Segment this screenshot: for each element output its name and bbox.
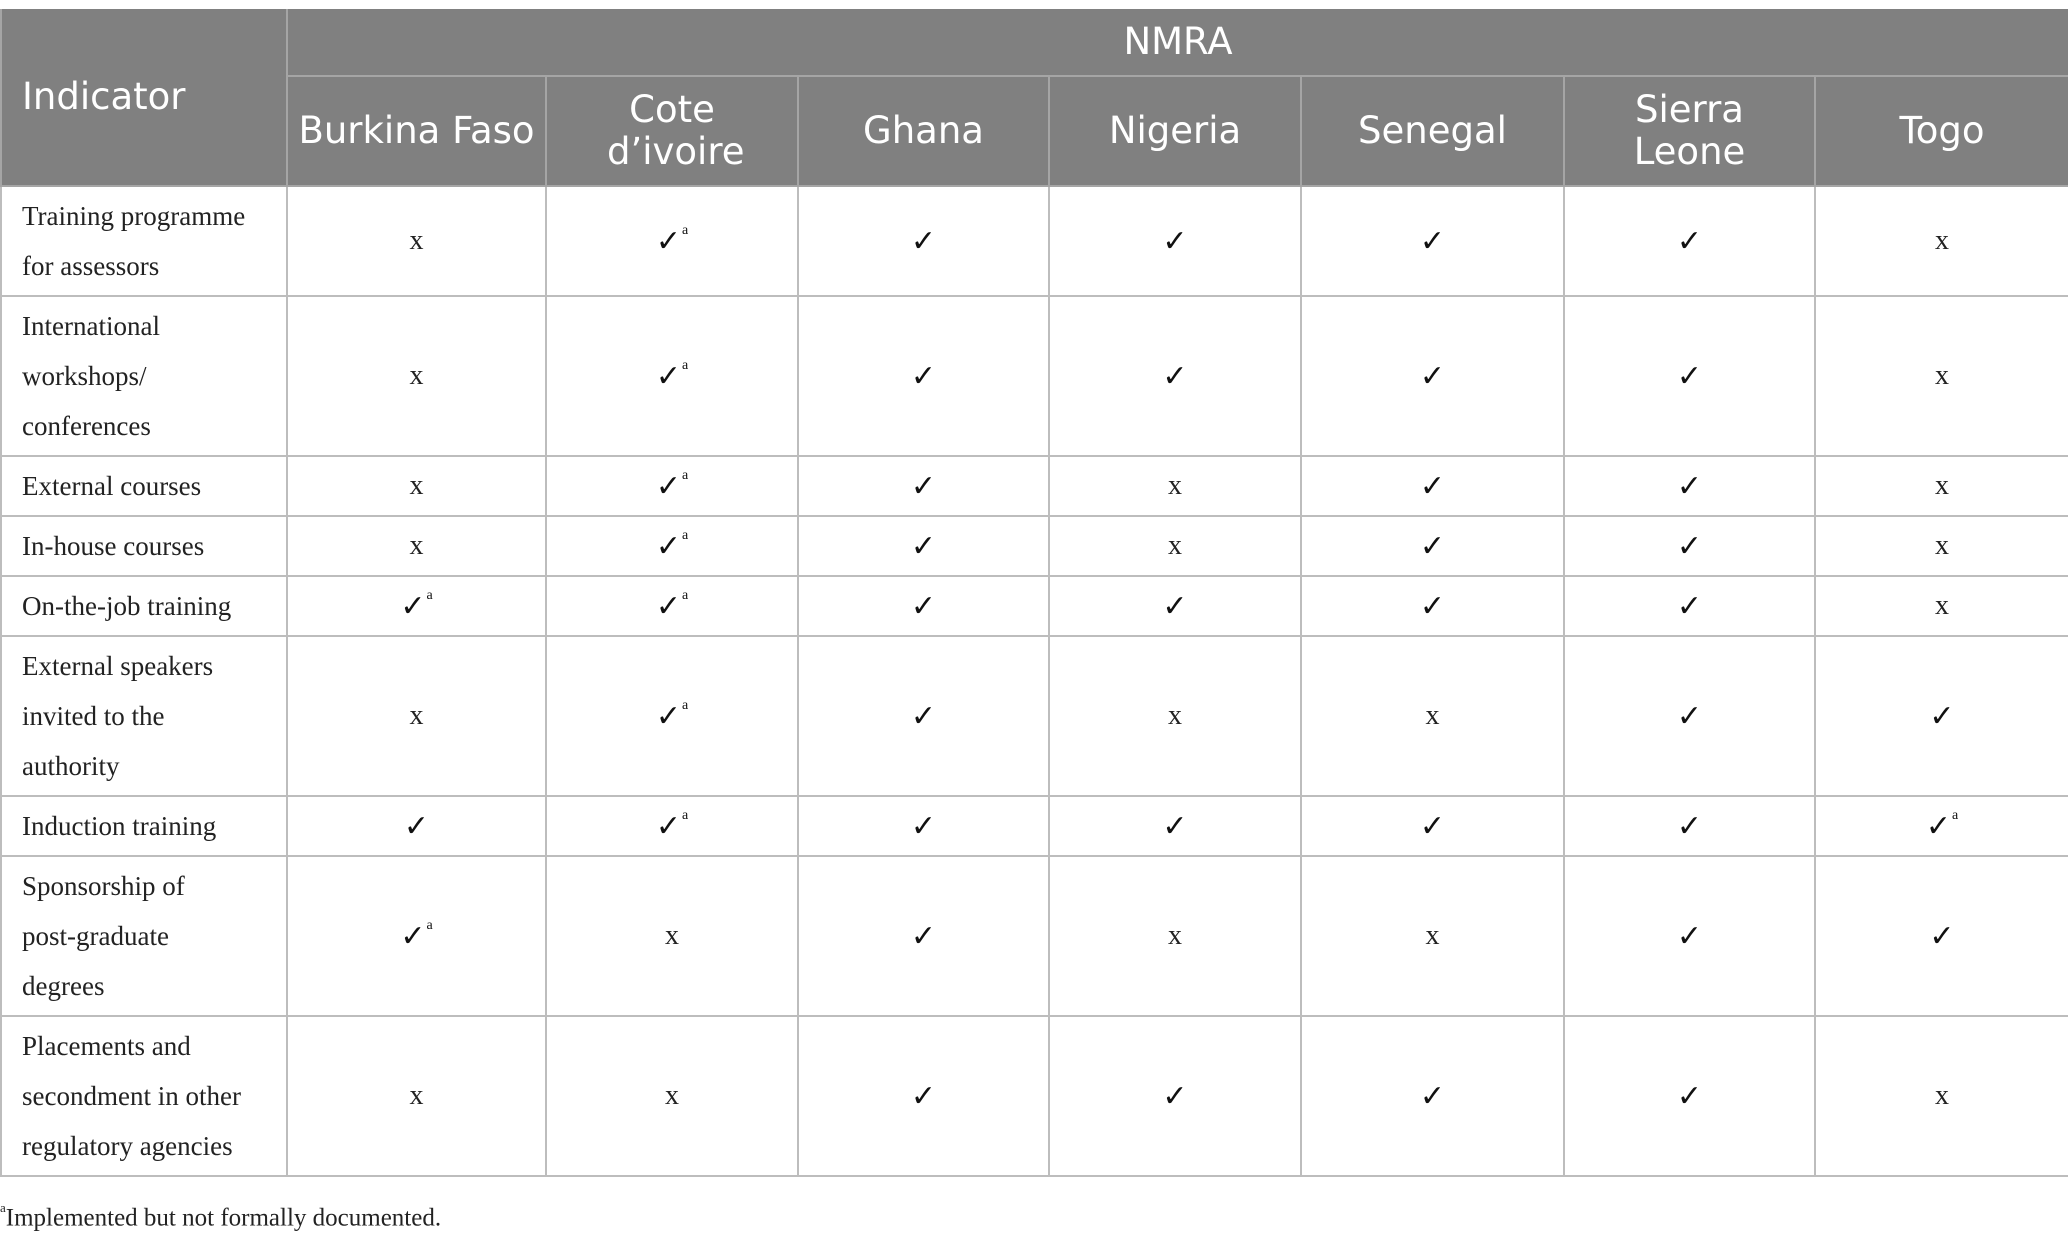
status-cell (1049, 636, 1301, 796)
status-cell (1301, 296, 1564, 456)
status-mark: ✓ (910, 528, 937, 564)
status-cell (546, 186, 798, 296)
table-row (1, 1016, 2068, 1176)
status-cell (287, 856, 546, 1016)
cross-icon (1426, 700, 1440, 732)
status-mark: ✓ (1419, 588, 1446, 624)
status-mark: ✓ (910, 808, 937, 844)
status-mark: ✓ (910, 223, 937, 259)
checkmark-icon (1929, 699, 1954, 734)
status-cell (546, 576, 798, 636)
checkmark-icon (911, 699, 936, 734)
status-cell (1049, 516, 1301, 576)
table-row (1, 296, 2068, 456)
training-indicators-table (0, 9, 2068, 1177)
status-cell (1815, 576, 2068, 636)
status-cell (546, 516, 798, 576)
cross-icon (410, 470, 424, 502)
status-mark: ✓ (1419, 468, 1446, 504)
footnote-marker: a (681, 527, 689, 543)
checkmark-icon (1677, 529, 1702, 564)
checkmark-icon (911, 469, 936, 504)
status-mark: ✓ (655, 358, 681, 394)
status-mark: ✓ (1676, 528, 1703, 564)
checkmark-icon (911, 919, 936, 954)
status-mark: ✓ (400, 918, 426, 954)
footnote-marker: a (426, 917, 433, 933)
checkmark-icon (1420, 469, 1445, 504)
footnote-marker: a (1951, 807, 1959, 823)
header-row-countries (1, 76, 2068, 186)
status-cell (1049, 1016, 1301, 1176)
status-cell (1815, 456, 2068, 516)
status-mark: ✓ (1676, 468, 1703, 504)
status-cell (1564, 636, 1815, 796)
cross-icon (1935, 590, 1949, 622)
checkmark-icon (911, 589, 936, 624)
checkmark-icon (1677, 224, 1702, 259)
status-cell (798, 796, 1049, 856)
status-mark: x (1168, 530, 1182, 561)
status-cell (546, 796, 798, 856)
status-cell (1815, 796, 2068, 856)
checkmark-icon (1420, 589, 1445, 624)
status-mark: ✓ (910, 1078, 937, 1114)
status-mark: ✓ (1676, 588, 1703, 624)
status-mark: x (1935, 360, 1949, 391)
header-row-group (1, 9, 2068, 76)
status-cell (1301, 456, 1564, 516)
table-row (1, 856, 2068, 1016)
table-body (1, 186, 2068, 1176)
status-cell (1564, 456, 1815, 516)
status-cell (287, 456, 546, 516)
status-cell (546, 856, 798, 1016)
status-mark: ✓ (655, 223, 681, 259)
status-mark: ✓ (910, 918, 937, 954)
indicator-label: In-house courses (1, 516, 287, 576)
checkmark-icon (1677, 469, 1702, 504)
cross-icon (1935, 225, 1949, 257)
status-mark: ✓ (1162, 358, 1188, 394)
checkmark-icon (1677, 809, 1702, 844)
status-cell (287, 516, 546, 576)
status-cell (287, 636, 546, 796)
status-mark: ✓ (1162, 1078, 1188, 1114)
status-cell (546, 636, 798, 796)
status-mark: x (1168, 700, 1182, 731)
status-cell (1815, 186, 2068, 296)
table-row (1, 456, 2068, 516)
status-cell (1301, 856, 1564, 1016)
status-mark: x (409, 1080, 424, 1111)
country-header: Cote d’ivoire (546, 76, 798, 186)
country-header: Togo (1815, 76, 2068, 186)
status-cell (1301, 576, 1564, 636)
status-mark: ✓ (400, 588, 426, 624)
country-header: Sierra Leone (1564, 76, 1815, 186)
status-cell (1564, 186, 1815, 296)
cross-icon (665, 1080, 679, 1112)
status-mark: ✓ (910, 698, 937, 734)
status-cell (287, 796, 546, 856)
country-header: Nigeria (1049, 76, 1301, 186)
status-cell (546, 456, 798, 516)
status-cell (546, 296, 798, 456)
status-mark: x (1935, 1080, 1949, 1111)
status-cell (798, 576, 1049, 636)
status-mark: ✓ (1929, 698, 1955, 734)
status-cell (1301, 636, 1564, 796)
checkmark-icon (1677, 589, 1702, 624)
status-mark: x (1935, 470, 1949, 501)
indicator-label: External speakers invited to the authority (1, 636, 287, 796)
status-cell (798, 296, 1049, 456)
table-row (1, 576, 2068, 636)
checkmark-icon (656, 529, 688, 564)
checkmark-icon (404, 809, 429, 844)
footnote-marker: a (426, 587, 433, 603)
status-mark: ✓ (1676, 1078, 1703, 1114)
status-cell (798, 516, 1049, 576)
checkmark-icon (656, 809, 688, 844)
footnote-marker: a (681, 467, 689, 483)
status-mark: x (1168, 470, 1182, 501)
status-mark: ✓ (1925, 808, 1951, 844)
cross-icon (410, 700, 424, 732)
footnote-marker: a (0, 1200, 6, 1215)
status-mark: ✓ (1676, 918, 1703, 954)
table-row (1, 796, 2068, 856)
cross-icon (1168, 920, 1182, 952)
cross-icon (410, 360, 424, 392)
status-mark: ✓ (1676, 698, 1703, 734)
indicator-label: Induction training (1, 796, 287, 856)
checkmark-icon (911, 809, 936, 844)
status-mark: ✓ (910, 358, 937, 394)
cross-icon (665, 920, 679, 952)
table-row (1, 636, 2068, 796)
status-mark: x (409, 530, 424, 561)
footnote-marker: a (681, 222, 689, 238)
status-mark: ✓ (1676, 358, 1703, 394)
checkmark-icon (1677, 359, 1702, 394)
status-cell (287, 186, 546, 296)
status-cell (287, 1016, 546, 1176)
status-cell (1301, 516, 1564, 576)
cross-icon (410, 530, 424, 562)
indicator-label: International workshops/ conferences (1, 296, 287, 456)
status-cell (1815, 516, 2068, 576)
table-header (1, 9, 2068, 186)
nmra-group-header: NMRA (287, 9, 2068, 76)
indicator-label: Sponsorship of post-graduate degrees (1, 856, 287, 1016)
status-cell (798, 186, 1049, 296)
status-mark: ✓ (1419, 358, 1446, 394)
status-mark: ✓ (655, 528, 681, 564)
checkmark-icon (1162, 809, 1187, 844)
status-mark: ✓ (1676, 223, 1703, 259)
checkmark-icon (656, 589, 688, 624)
status-cell (798, 456, 1049, 516)
status-mark: x (1168, 920, 1182, 951)
checkmark-icon (1929, 919, 1954, 954)
indicator-column-header: Indicator (1, 9, 287, 186)
indicator-label: Training programme for assessors (1, 186, 287, 296)
status-mark: ✓ (1162, 808, 1188, 844)
checkmark-icon (911, 224, 936, 259)
cross-icon (1168, 470, 1182, 502)
checkmark-icon (1162, 589, 1187, 624)
status-mark: x (409, 700, 424, 731)
status-cell (1564, 296, 1815, 456)
status-mark: ✓ (1162, 223, 1188, 259)
cross-icon (410, 1080, 424, 1112)
status-mark: x (665, 1080, 679, 1111)
status-cell (287, 296, 546, 456)
status-cell (1815, 856, 2068, 1016)
status-mark: ✓ (1162, 588, 1188, 624)
status-cell (1049, 576, 1301, 636)
status-mark: ✓ (1419, 1078, 1446, 1114)
checkmark-icon (656, 699, 688, 734)
checkmark-icon (1162, 224, 1187, 259)
table-row (1, 516, 2068, 576)
status-cell (1564, 856, 1815, 1016)
status-cell (1815, 296, 2068, 456)
status-cell (1564, 796, 1815, 856)
footnote-text: Implemented but not formally documented. (5, 1204, 442, 1232)
status-cell (1301, 796, 1564, 856)
country-header: Ghana (798, 76, 1049, 186)
status-mark: ✓ (910, 588, 937, 624)
checkmark-icon (1420, 529, 1445, 564)
cross-icon (1935, 530, 1949, 562)
status-cell (1815, 1016, 2068, 1176)
checkmark-icon (656, 359, 688, 394)
cross-icon (1935, 360, 1949, 392)
checkmark-icon (1420, 359, 1445, 394)
indicator-label: On-the-job training (1, 576, 287, 636)
cross-icon (1168, 700, 1182, 732)
status-cell (1564, 1016, 1815, 1176)
checkmark-icon (400, 919, 432, 954)
status-mark: ✓ (655, 808, 681, 844)
status-mark: ✓ (403, 808, 430, 844)
status-cell (1049, 856, 1301, 1016)
status-mark: x (1425, 700, 1440, 731)
footnote-marker: a (681, 697, 689, 713)
checkmark-icon (911, 359, 936, 394)
status-mark: x (665, 920, 679, 951)
status-cell (1049, 296, 1301, 456)
table-footnote (0, 1200, 442, 1232)
cross-icon (1426, 920, 1440, 952)
status-mark: x (1935, 225, 1949, 256)
checkmark-icon (911, 1079, 936, 1114)
status-mark: x (1425, 920, 1440, 951)
footnote-marker: a (681, 807, 689, 823)
table-container (0, 9, 2068, 1177)
status-cell (1049, 186, 1301, 296)
status-cell (1564, 576, 1815, 636)
table-row (1, 186, 2068, 296)
status-cell (287, 576, 546, 636)
indicator-label: External courses (1, 456, 287, 516)
status-mark: x (1935, 590, 1949, 621)
checkmark-icon (911, 529, 936, 564)
checkmark-icon (1926, 809, 1958, 844)
country-header: Burkina Faso (287, 76, 546, 186)
status-cell (798, 636, 1049, 796)
cross-icon (410, 225, 424, 257)
status-mark: ✓ (1419, 528, 1446, 564)
checkmark-icon (400, 589, 432, 624)
footnote-marker: a (681, 587, 689, 603)
status-cell (1049, 456, 1301, 516)
checkmark-icon (656, 224, 688, 259)
status-mark: ✓ (1419, 808, 1446, 844)
country-header: Senegal (1301, 76, 1564, 186)
status-mark: x (409, 470, 424, 501)
status-mark: ✓ (910, 468, 937, 504)
status-cell (798, 856, 1049, 1016)
status-mark: ✓ (1929, 918, 1955, 954)
status-cell (798, 1016, 1049, 1176)
status-cell (1815, 636, 2068, 796)
footnote-marker: a (681, 357, 689, 373)
status-mark: x (1935, 530, 1949, 561)
status-mark: x (409, 225, 424, 256)
status-cell (1049, 796, 1301, 856)
status-mark: ✓ (1419, 223, 1446, 259)
status-mark: ✓ (1676, 808, 1703, 844)
checkmark-icon (1162, 359, 1187, 394)
checkmark-icon (1420, 809, 1445, 844)
checkmark-icon (1677, 1079, 1702, 1114)
status-mark: ✓ (655, 698, 681, 734)
status-cell (546, 1016, 798, 1176)
status-mark: ✓ (655, 588, 681, 624)
checkmark-icon (1162, 1079, 1187, 1114)
checkmark-icon (1677, 919, 1702, 954)
status-mark: x (409, 360, 424, 391)
status-cell (1301, 186, 1564, 296)
checkmark-icon (1677, 699, 1702, 734)
status-cell (1301, 1016, 1564, 1176)
indicator-label: Placements and secondment in other regulatory agencies (1, 1016, 287, 1176)
cross-icon (1168, 530, 1182, 562)
status-cell (1564, 516, 1815, 576)
status-mark: ✓ (655, 468, 681, 504)
checkmark-icon (1420, 1079, 1445, 1114)
cross-icon (1935, 1080, 1949, 1112)
cross-icon (1935, 470, 1949, 502)
checkmark-icon (656, 469, 688, 504)
checkmark-icon (1420, 224, 1445, 259)
